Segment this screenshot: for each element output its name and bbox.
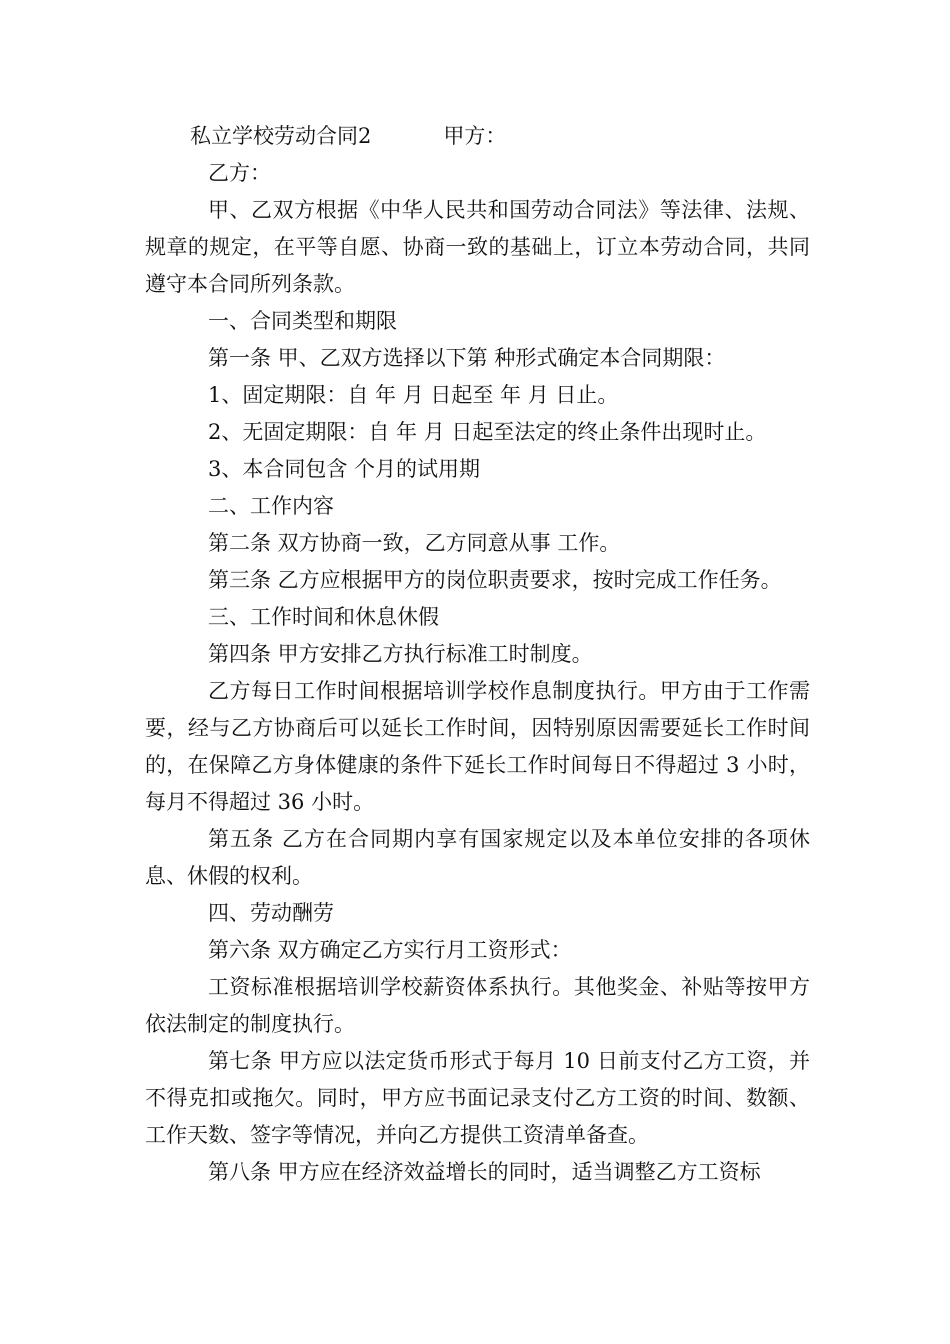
article-7: 第七条 甲方应以法定货币形式于每月 10 日前支付乙方工资，并不得克扣或拖欠。同时，甲方应书面记录支付乙方工资的时间、数额、工作天数、签字等情况，并向乙方提供工资清单备查。 (145, 1049, 810, 1147)
article-2: 第二条 双方协商一致，乙方同意从事 工作。 (208, 531, 621, 555)
section-heading-1: 一、合同类型和期限 (208, 309, 397, 333)
article-1-item-3: 3、本合同包含 个月的试用期 (208, 457, 481, 481)
article-6-detail: 工资标准根据培训学校薪资体系执行。其他奖金、补贴等按甲方依法制定的制度执行。 (145, 975, 810, 1036)
article-4-detail: 乙方每日工作时间根据培训学校作息制度执行。甲方由于工作需要，经与乙方协商后可以延长工作时间，因特别原因需要延长工作时间的，在保障乙方身体健康的条件下延长工作时间每日不得超过 3 小时，每月不得超过 36 小时。 (145, 679, 810, 814)
article-6: 第六条 双方确定乙方实行月工资形式： (208, 938, 572, 962)
section-heading-4: 四、劳动酬劳 (208, 901, 334, 925)
article-1-item-1: 1、固定期限：自 年 月 日起至 年 月 日止。 (208, 383, 619, 407)
preamble-paragraph: 甲、乙双方根据《中华人民共和国劳动合同法》等法律、法规、规章的规定，在平等自愿、协商一致的基础上，订立本劳动合同，共同遵守本合同所列条款。 (145, 198, 810, 296)
article-3: 第三条 乙方应根据甲方的岗位职责要求，按时完成工作任务。 (208, 568, 782, 592)
contract-body (145, 118, 810, 1191)
section-heading-3: 三、工作时间和休息休假 (208, 605, 439, 629)
party-a-label: 甲方： (443, 124, 507, 148)
article-1: 第一条 甲、乙双方选择以下第 种形式确定本合同期限： (208, 346, 726, 370)
article-1-item-2: 2、无固定期限：自 年 月 日起至法定的终止条件出现时止。 (208, 420, 767, 444)
article-8: 第八条 甲方应在经济效益增长的同时，适当调整乙方工资标 (208, 1160, 761, 1184)
document-title: 私立学校劳动合同2 (190, 124, 372, 148)
title-row (145, 118, 810, 155)
section-heading-2: 二、工作内容 (208, 494, 334, 518)
article-4: 第四条 甲方安排乙方执行标准工时制度。 (208, 642, 593, 666)
article-5: 第五条 乙方在合同期内享有国家规定以及本单位安排的各项休息、休假的权利。 (145, 827, 810, 888)
party-b-label: 乙方： (208, 161, 271, 185)
